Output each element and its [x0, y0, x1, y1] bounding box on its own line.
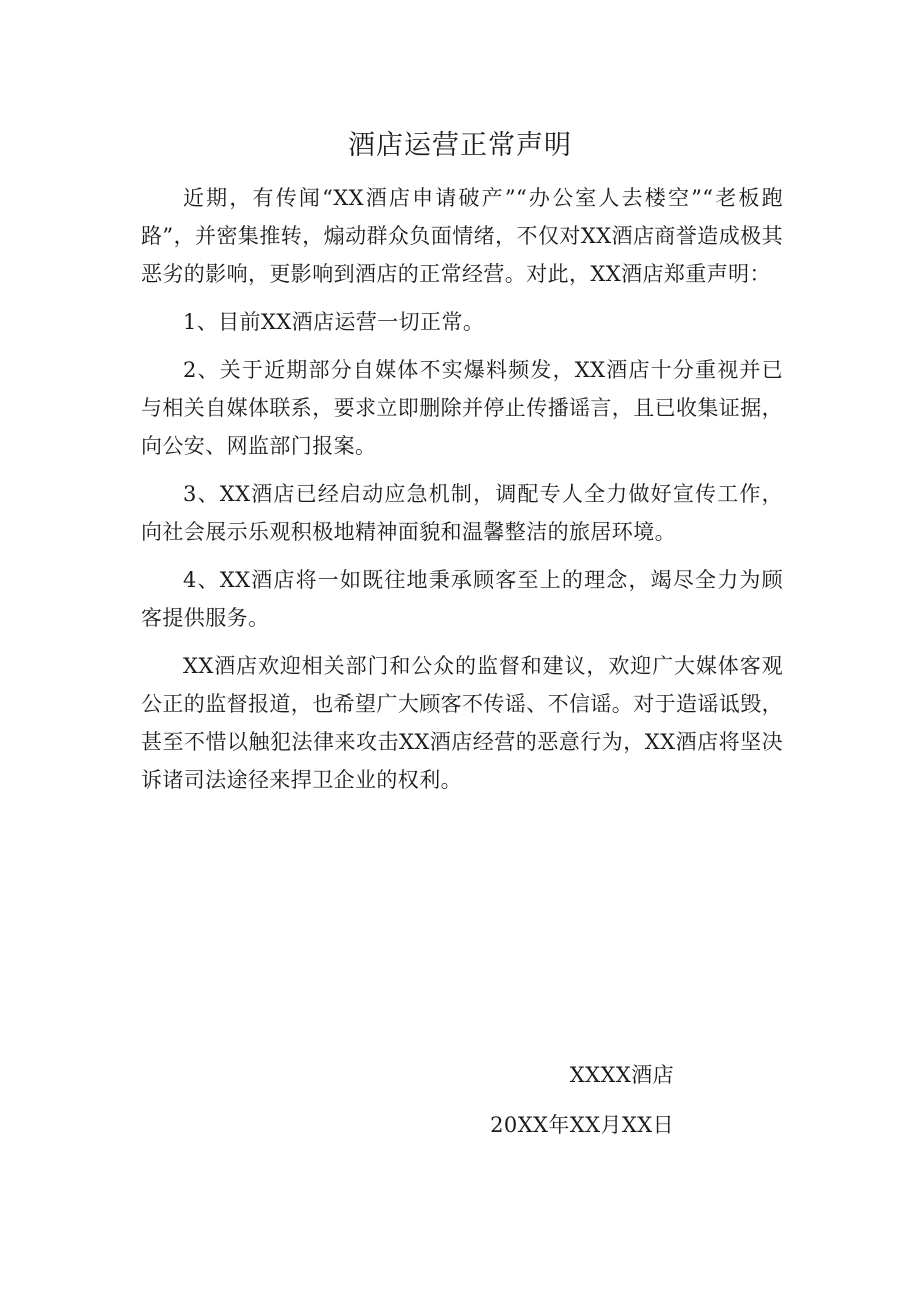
paragraph-intro: 近期，有传闻“XX酒店申请破产”“办公室人去楼空”“老板跑路”，并密集推转，煽动群众负面情绪，不仅对XX酒店商誉造成极其恶劣的影响，更影响到酒店的正常经营。对此，XX酒店郑重声明：: [141, 186, 783, 286]
paragraph-point-4: 4、XX酒店将一如既往地秉承顾客至上的理念，竭尽全力为顾客提供服务。: [141, 568, 783, 630]
paragraph-closing: XX酒店欢迎相关部门和公众的监督和建议，欢迎广大媒体客观公正的监督报道，也希望广大顾客不传谣、不信谣。对于造谣诋毁，甚至不惜以触犯法律来攻击XX酒店经营的恶意行为，XX酒店将坚决诉诸司法途径来捍卫企业的权利。: [141, 654, 783, 792]
signature-date: 20XX年XX月XX日: [490, 1113, 674, 1137]
paragraph-point-2: 2、关于近期部分自媒体不实爆料频发，XX酒店十分重视并已与相关自媒体联系，要求立即删除并停止传播谣言，且已收集证据，向公安、网监部门报案。: [141, 358, 783, 458]
document-title: 酒店运营正常声明: [348, 130, 572, 161]
signature-organization: XXXX酒店: [569, 1063, 674, 1087]
paragraph-point-3: 3、XX酒店已经启动应急机制，调配专人全力做好宣传工作，向社会展示乐观积极地精神面貌和温馨整洁的旅居环境。: [141, 482, 783, 544]
document-body: [141, 179, 783, 799]
paragraph-point-1: 1、目前XX酒店运营一切正常。: [183, 310, 485, 334]
